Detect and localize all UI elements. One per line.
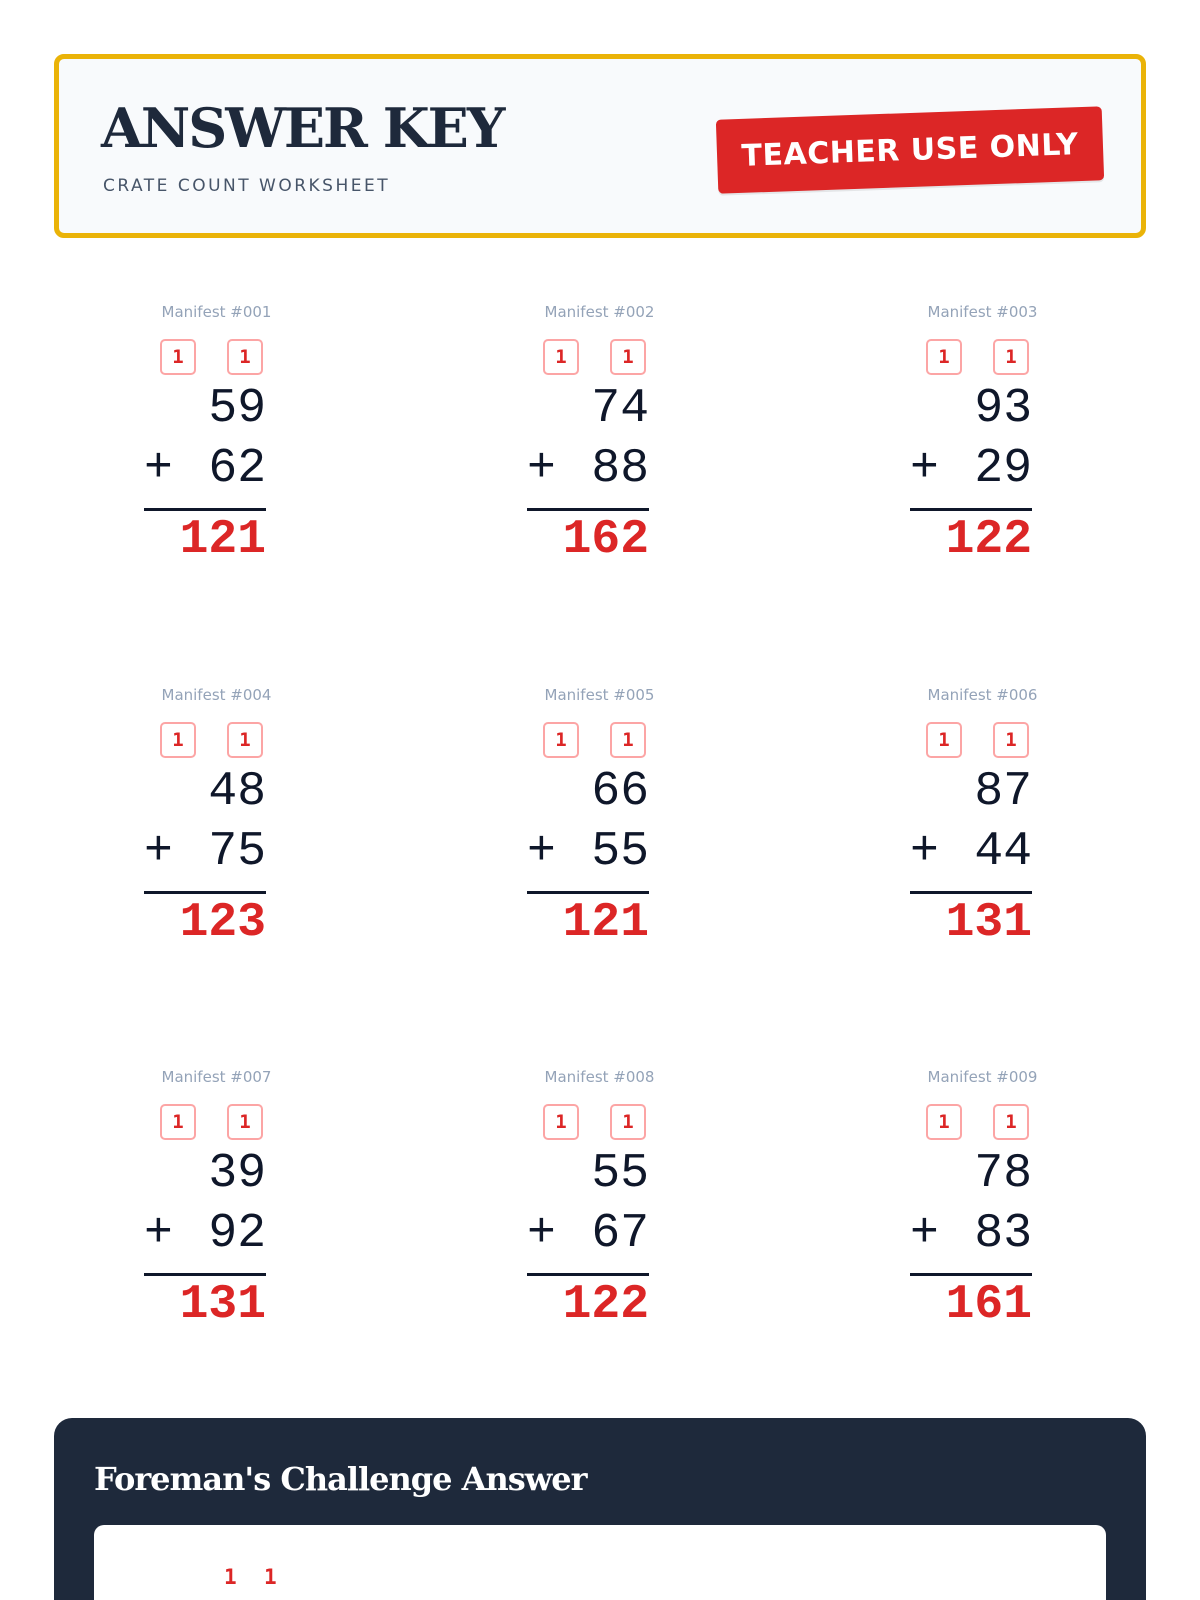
bottom-addend: 83 bbox=[974, 1207, 1032, 1261]
carry-box: 1 bbox=[543, 1104, 579, 1140]
plus-sign: + bbox=[910, 825, 939, 879]
top-addend: 66 bbox=[591, 765, 649, 819]
manifest-label: Manifest #001 bbox=[161, 303, 272, 321]
carry-box: 1 bbox=[610, 339, 646, 375]
bottom-addend: 88 bbox=[591, 442, 649, 496]
top-addend: 59 bbox=[208, 382, 266, 436]
stamp-label: TEACHER USE ONLY bbox=[740, 126, 1080, 174]
plus-sign: + bbox=[910, 442, 939, 496]
problem-card bbox=[910, 1068, 1050, 1358]
plus-sign: + bbox=[144, 442, 173, 496]
manifest-label: Manifest #008 bbox=[544, 1068, 655, 1086]
carry-box: 1 bbox=[610, 1104, 646, 1140]
challenge-panel bbox=[54, 1418, 1146, 1600]
bottom-addend: 92 bbox=[208, 1207, 266, 1261]
top-addend: 55 bbox=[591, 1147, 649, 1201]
bottom-addend: 55 bbox=[591, 825, 649, 879]
answer: 131 bbox=[179, 1278, 266, 1332]
problem-card bbox=[144, 303, 284, 593]
answer: 121 bbox=[179, 513, 266, 567]
answer: 131 bbox=[945, 896, 1032, 950]
carry-box: 1 bbox=[160, 722, 196, 758]
manifest-label: Manifest #005 bbox=[544, 686, 655, 704]
challenge-answer-box bbox=[94, 1525, 1106, 1600]
carry-box: 1 bbox=[543, 722, 579, 758]
manifest-label: Manifest #003 bbox=[927, 303, 1038, 321]
top-addend: 48 bbox=[208, 765, 266, 819]
manifest-label: Manifest #009 bbox=[927, 1068, 1038, 1086]
problem-card bbox=[910, 303, 1050, 593]
bottom-addend: 29 bbox=[974, 442, 1032, 496]
carry-box: 1 bbox=[543, 339, 579, 375]
carry-box: 1 bbox=[993, 339, 1029, 375]
page-title: ANSWER KEY bbox=[101, 96, 504, 160]
answer: 162 bbox=[562, 513, 649, 567]
answer: 121 bbox=[562, 896, 649, 950]
carry-box: 1 bbox=[227, 722, 263, 758]
top-addend: 87 bbox=[974, 765, 1032, 819]
top-addend: 78 bbox=[974, 1147, 1032, 1201]
plus-sign: + bbox=[144, 825, 173, 879]
top-addend: 39 bbox=[208, 1147, 266, 1201]
bottom-addend: 75 bbox=[208, 825, 266, 879]
manifest-label: Manifest #006 bbox=[927, 686, 1038, 704]
plus-sign: + bbox=[527, 442, 556, 496]
bottom-addend: 62 bbox=[208, 442, 266, 496]
carry-box: 1 bbox=[926, 339, 962, 375]
problem-card bbox=[527, 686, 667, 976]
problem-card bbox=[144, 686, 284, 976]
answer-key-header bbox=[54, 54, 1146, 238]
carry-box: 1 bbox=[993, 722, 1029, 758]
answer: 122 bbox=[945, 513, 1032, 567]
carry-box: 1 bbox=[993, 1104, 1029, 1140]
page-subtitle: CRATE COUNT WORKSHEET bbox=[103, 176, 391, 196]
teacher-use-only-stamp bbox=[716, 106, 1104, 193]
plus-sign: + bbox=[527, 825, 556, 879]
challenge-carry: 1 bbox=[264, 1565, 277, 1589]
problem-card bbox=[910, 686, 1050, 976]
top-addend: 93 bbox=[974, 382, 1032, 436]
carry-box: 1 bbox=[926, 722, 962, 758]
carry-box: 1 bbox=[227, 339, 263, 375]
problem-card bbox=[144, 1068, 284, 1358]
carry-box: 1 bbox=[610, 722, 646, 758]
challenge-title: Foreman's Challenge Answer bbox=[94, 1460, 587, 1498]
bottom-addend: 67 bbox=[591, 1207, 649, 1261]
bottom-addend: 44 bbox=[974, 825, 1032, 879]
plus-sign: + bbox=[527, 1207, 556, 1261]
top-addend: 74 bbox=[591, 382, 649, 436]
challenge-carry: 1 bbox=[224, 1565, 237, 1589]
plus-sign: + bbox=[910, 1207, 939, 1261]
carry-box: 1 bbox=[160, 339, 196, 375]
carry-box: 1 bbox=[160, 1104, 196, 1140]
manifest-label: Manifest #002 bbox=[544, 303, 655, 321]
carry-box: 1 bbox=[227, 1104, 263, 1140]
plus-sign: + bbox=[144, 1207, 173, 1261]
manifest-label: Manifest #007 bbox=[161, 1068, 272, 1086]
answer: 161 bbox=[945, 1278, 1032, 1332]
answer: 122 bbox=[562, 1278, 649, 1332]
manifest-label: Manifest #004 bbox=[161, 686, 272, 704]
answer: 123 bbox=[179, 896, 266, 950]
problem-card bbox=[527, 303, 667, 593]
problem-card bbox=[527, 1068, 667, 1358]
carry-box: 1 bbox=[926, 1104, 962, 1140]
